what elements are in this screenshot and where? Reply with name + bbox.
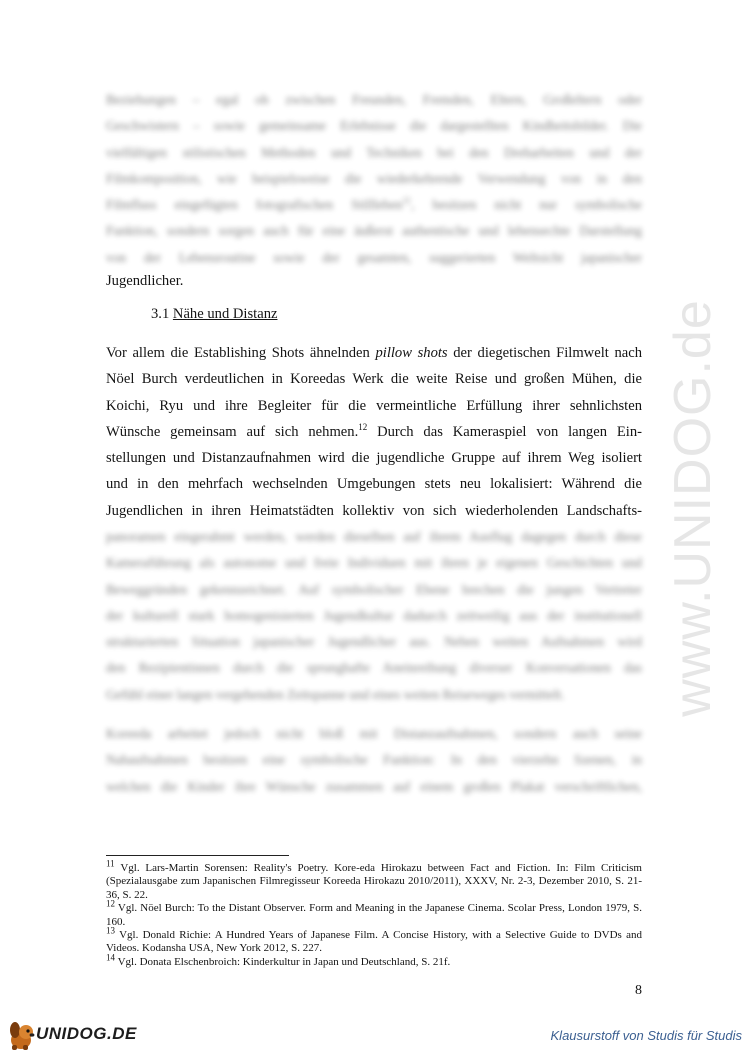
text-line: der kulturell stark homogenisierten Jugendkultur dadurch zeitweilig aus der institutionell (106, 607, 642, 623)
watermark-text: www.UNIDOG.de (664, 299, 722, 717)
footnote-number: 13 (106, 925, 115, 936)
text-line: Koichi, Ryu und ihre Begleiter für die vermeintliche Erfüllung ihrer sehnlichsten (106, 397, 642, 414)
text-line: Jugendlicher. (106, 273, 184, 289)
footnote-text: Vgl. Donata Elschenbroich: Kinderkultur in Japan und Deutschland, S. 21f. (117, 955, 451, 968)
watermark (655, 288, 731, 728)
text-line-part: Filmfluss eingefügten fotografischen Stillleben (106, 197, 403, 213)
text-line: Beweggründen gekennzeichnet. Auf symbolischer Ebene brechen die jungen Vertreter (106, 581, 642, 597)
text-line: Gefühl einer langen vergehenden Zeitspanne und eines weiten Reiseweges vermittelt. (106, 686, 565, 702)
text-line: von der Lebensroutine sowie der gesamten, suggerierten Weltsicht japanischer (106, 249, 642, 265)
text-line: panoramen eingerahmt werden, werden dieselben auf ihrem Ausflug dagegen durch diese (106, 529, 642, 544)
footnote-text: Vgl. Nöel Burch: To the Distant Observer. Form and Meaning in the Japanese Cinema. Scolar Press, (117, 902, 565, 915)
logo-text: UNIDOG.DE (36, 1024, 137, 1043)
footnote-ref: 12 (358, 422, 368, 433)
text-line (106, 419, 642, 445)
emphasis: pillow shots (375, 345, 448, 361)
text-line-part: , besitzen nicht nur symbolische (411, 197, 642, 213)
paragraph-1-last-line (106, 268, 642, 294)
paragraph-3 (106, 721, 642, 800)
footnote-number: 11 (106, 858, 115, 869)
section-number: 3.1 (151, 306, 170, 322)
text-line: den Rezipientinnen durch die sprunghafte Aneinreihung diverser Konversationen das (106, 660, 642, 676)
text-line: vielfältigen stilistischen Methoden und Techniken bei den Dreharbeiten und der (106, 144, 642, 160)
paragraph-2-blurred (106, 524, 642, 708)
paragraph-1-blurred (106, 87, 642, 271)
text-line: strukturierten Situation japanischer Jugendlicher aus. Neben weiten Aufnahmen wird (106, 634, 642, 650)
footnote-text: Criticism (Spezialausgabe zum Japanischen Filmregisseur Koreeda Hirokazu 2010/2011), XXXV, Nr. 2-3, (106, 862, 642, 888)
text-line: stellungen und Distanzaufnahmen wird die jugendliche Gruppe auf ihrem Weg isoliert (106, 450, 642, 467)
paragraph-2 (106, 340, 642, 524)
footnote-text: Vgl. Lars-Martin Sorensen: Reality's Poetry. Kore-eda Hirokazu between Fact and Fiction. In: Film (120, 862, 596, 874)
unidog-logo[interactable] (4, 1018, 154, 1052)
section-heading (151, 306, 277, 323)
footnote-number: 12 (106, 898, 115, 909)
text-line: Nahaufnahmen besitzen eine symbolische Funktion: In den vierzehn Szenen, in (106, 752, 642, 768)
footnote-text: Vgl. Donald Richie: A Hundred Years of Japanese Film. A Concise History, with a Selective Guide to (119, 929, 590, 942)
blurred-text (106, 721, 642, 800)
dog-mascot-icon (4, 1018, 38, 1052)
text-line: Beziehungen – egal ob zwischen Freunden, Fremden, Eltern, Großeltern oder (106, 92, 642, 107)
footnote (106, 925, 642, 956)
text-line: Filmkomposition, wie beispielsweise die wiederkehrende Verwendung von in den (106, 170, 642, 186)
footnote-text: Dezember 2010, S. 21-36, S. 22. (106, 875, 643, 901)
footnote-ref: 11 (402, 195, 412, 206)
text-line-part: der diegetischen Filmwelt nach (447, 345, 642, 361)
text-line: Funktion, sondern sorgen auch für eine äußerst authentische und lebensechte Darstellung (106, 223, 642, 239)
text-line-part: Wünsche gemeinsam auf sich nehmen. (106, 423, 359, 440)
page-number: 8 (635, 983, 642, 998)
text-line-part: Durch das Kameraspiel von langen Ein- (367, 423, 642, 440)
text-line (106, 340, 642, 366)
text-line (106, 192, 642, 218)
text-line: Koreeda arbeitet jedoch nicht bloß mit Distanzaufnahmen, sondern auch seine (106, 726, 642, 741)
footnote (106, 858, 643, 902)
footer-tagline: Klausurstoff von Studis für Studis (550, 1028, 742, 1043)
text-line: Geschwistern – sowie gemeinsame Erlebnisse die dargestellten Kindheitsbilder. Die (106, 118, 642, 134)
text-line: Kameraführung als autonome und freie Individuen mit ihren je eigenen Geschichten und (106, 555, 642, 571)
footnotes (106, 858, 643, 969)
text-line: welchen die Kinder ihre Wünsche zusammen auf einem großen Plakat verschriftlichen, (106, 778, 642, 794)
text-line-part: Vor allem die Establishing Shots ähnelnden (106, 345, 376, 361)
section-title: Nähe und Distanz (172, 306, 278, 322)
footnote (106, 952, 642, 969)
text-line: und in den mehrfach wechselnden Umgebungen stets neu lokalisiert: Während die (106, 476, 642, 493)
footnote-divider (106, 855, 289, 856)
text-line: Nöel Burch verdeutlichen in Koreedas Werk die weite Reise und großen Mühen, die (106, 371, 642, 388)
text-line: Jugendlichen in ihren Heimatstädten kollektiv von sich wiederholenden Landschafts- (106, 502, 642, 519)
footnote-text: DVDs and Videos. Kodansha USA, New York 2012, S. 227. (106, 929, 642, 955)
footnote-number: 14 (106, 952, 115, 963)
blurred-text (106, 524, 642, 708)
footnote-text: London 1979, S. 160. (106, 902, 642, 928)
footnote (106, 898, 642, 929)
paragraph-1 (106, 87, 642, 271)
